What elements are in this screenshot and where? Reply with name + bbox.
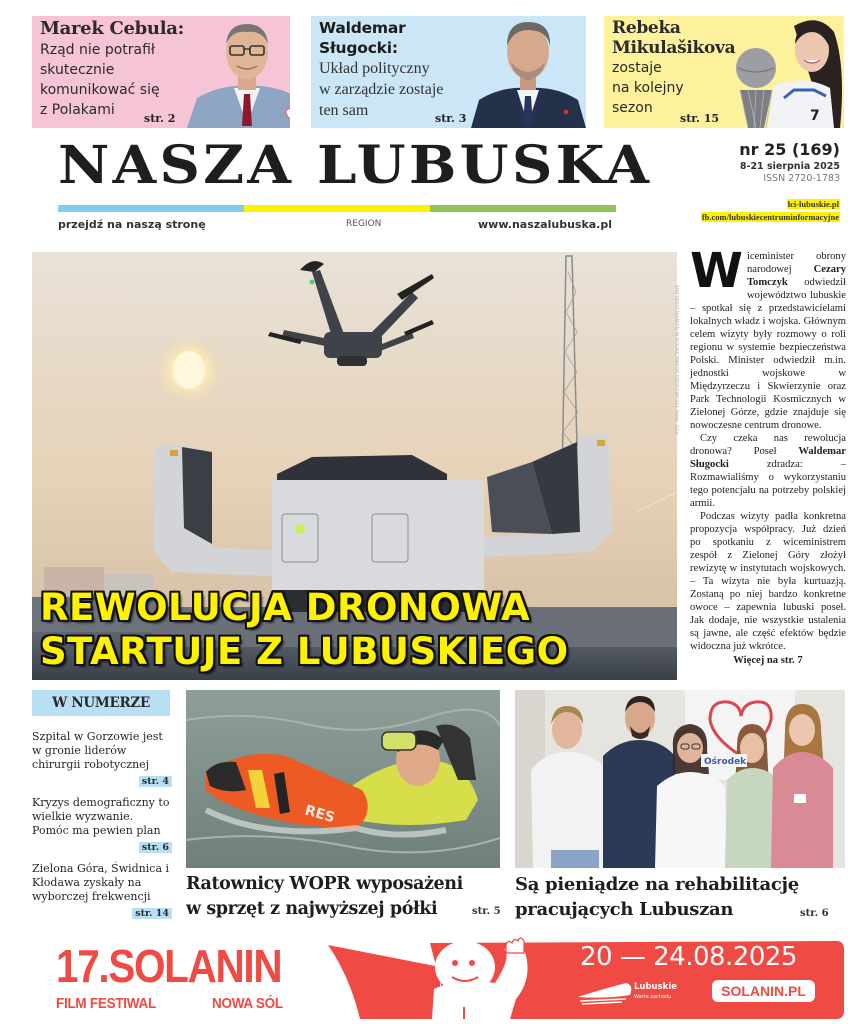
section-label: REGION	[346, 219, 382, 229]
sponsor-name: Lubuskie	[634, 982, 677, 992]
link-facebook[interactable]: fb.com/lubuskiecentruminformacyjne	[701, 212, 839, 222]
medical-staff-photo	[515, 690, 845, 868]
text-run: zdradza: – Rozmawialiśmy o wykorzystaniu tego potencjału na potrzeby polskiej armii.	[690, 459, 846, 509]
color-stripe-blue	[58, 205, 244, 212]
article-paragraph	[690, 432, 846, 510]
in-this-issue-item[interactable]	[32, 796, 172, 856]
color-stripe-yellow	[244, 205, 430, 212]
festival-url-button[interactable]: SOLANIN.PL	[712, 980, 815, 1002]
teaser-line: zostaje	[612, 60, 662, 76]
teaser-line: komunikować się	[40, 82, 160, 98]
festival-title: 17.SOLANIN	[56, 940, 282, 992]
item-title: Szpital w Gorzowie jest w gronie liderów chirurgii robotycznej	[32, 730, 163, 771]
in-this-issue-item[interactable]	[32, 862, 172, 922]
item-title: Kryzys demograficzny to wielkie wyzwanie. Pomóc ma pewien plan	[32, 796, 170, 837]
page-reference: str. 15	[680, 112, 720, 125]
mascot-icon	[432, 938, 528, 1019]
text-run: iceminister obrony narodowej	[746, 251, 846, 275]
teaser-rebeka-mikulasikova[interactable]	[604, 16, 844, 128]
wopr-photo[interactable]	[186, 690, 500, 868]
in-this-issue-item[interactable]	[32, 730, 172, 790]
item-page: str. 14	[132, 908, 172, 919]
teaser-line: w zarządzie zostaje	[319, 81, 444, 98]
page-reference: str. 3	[435, 112, 467, 125]
festival-subtitle: FILM FESTIWAL	[56, 995, 156, 1012]
photo-credit	[676, 254, 686, 434]
page-reference: str. 6	[800, 908, 829, 919]
article-paragraph	[690, 510, 846, 653]
teaser-line: na kolejny	[612, 80, 684, 96]
teaser-name: Mikulašikova	[612, 38, 736, 58]
teaser-line: Układ polityczny	[319, 60, 430, 77]
issue-date: 8-21 sierpnia 2025	[739, 161, 840, 172]
issue-number: nr 25 (169)	[739, 140, 840, 159]
headline-line: REWOLUCJA DRONOWA	[40, 586, 531, 629]
article-paragraph	[690, 243, 846, 432]
lead-photo[interactable]	[32, 252, 677, 680]
teaser-line: ten sam	[319, 102, 369, 119]
dropcap: W	[690, 243, 743, 299]
board-label: RES	[302, 802, 337, 827]
item-page: str. 6	[139, 842, 172, 853]
link-lci[interactable]: lci-lubuskie.pl	[787, 199, 839, 209]
person-name: Cezary Tomczyk	[746, 264, 846, 288]
festival-location: NOWA SÓL	[212, 995, 283, 1012]
story-title-line: w sprzęt z najwyższej półki	[186, 899, 438, 919]
teaser-text	[612, 18, 735, 118]
teaser-name: Rebeka	[612, 18, 681, 38]
masthead-title[interactable]: NASZA LUBUSKA	[58, 135, 653, 196]
lifeguard-photo	[186, 690, 500, 868]
story-title-line: Są pieniądze na rehabilitację	[515, 874, 799, 895]
teaser-name: Sługocki:	[319, 39, 398, 57]
issn: ISSN 2720-1783	[763, 173, 840, 184]
text-run: odwiedził województwo lubuskie – spotkał się z przedstawicielami lokalnych władz i wojska. Głównym celem wizyty były rozmowy o roli regionu w systemie bezpieczeństwa Polski. Minister odwiedził m.in. jednostki wojskowe w Międzyrzeczu i Skwierzynie oraz Park Technologii Kosmicznych w Zielonej Górze, gdzie znajduje się nowoczesne centrum dronowe.	[690, 277, 846, 431]
text-run: Czy czeka nas rewolucja dronowa? Poseł	[690, 433, 846, 457]
rehab-photo[interactable]	[515, 690, 845, 868]
visit-site-label: przejdź na naszą stronę	[58, 218, 206, 231]
story-title-line: pracujących Lubuszan	[515, 899, 734, 920]
teaser-waldemar-slugocki[interactable]	[311, 16, 586, 128]
teaser-line: Rząd nie potrafił	[40, 42, 155, 58]
teaser-text	[319, 18, 443, 121]
sponsor-tagline: Warte zachodu	[634, 994, 672, 1000]
festival-dates: 20 — 24.08.2025	[580, 942, 797, 972]
portrait-rebeka-mikulasikova	[734, 16, 844, 128]
color-stripe-green	[430, 205, 616, 212]
teaser-name: Waldemar	[319, 19, 406, 37]
photo-credit-text: FOT. PARK TECHNOLOGII KOSMICZNYCH W NOWYM KISIELINIE	[676, 284, 681, 434]
lead-headline[interactable]	[40, 586, 569, 674]
continue-reading-link[interactable]: Więcej na str. 7	[733, 655, 803, 666]
person-name: Waldemar Sługocki	[690, 446, 846, 470]
page-reference: str. 2	[144, 112, 176, 125]
item-title: Zielona Góra, Świdnica i Kłodawa zyskały na wyborczej frekwencji	[32, 862, 170, 903]
teaser-name: Marek Cebula:	[40, 18, 184, 39]
story-title-line: Ratownicy WOPR wyposażeni	[186, 874, 463, 894]
item-page: str. 4	[139, 776, 172, 787]
social-links	[701, 198, 840, 224]
in-this-issue-heading: W NUMERZE	[32, 690, 170, 716]
sign-label: Ośrodek	[704, 757, 747, 767]
portrait-marek-cebula	[182, 16, 290, 128]
headline-line: STARTUJE Z LUBUSKIEGO	[40, 630, 569, 673]
story-title-rehab[interactable]	[515, 872, 845, 922]
text-run: Podczas wizyty padła konkretna propozycja współpracy. Już dzień po spotkaniu z wiceministrem zespół z Zielonej Góry złożył rewizytę w instytutach wojskowych. – Ta wizyta nie była kurtuazją. Zostaną po niej bardzo konkretne owoce – zapewnia lubuski poseł. Jak dodaje, nie wszystkie ustalenia są jawne, ale część efektów będzie widoczna już wkrótce.	[690, 511, 846, 652]
svg-text:7: 7	[810, 108, 820, 124]
lead-article	[690, 243, 846, 667]
portrait-waldemar-slugocki	[471, 16, 586, 128]
teaser-line: skutecznie	[40, 62, 115, 78]
teaser-line: sezon	[612, 100, 653, 116]
website-link[interactable]: www.naszalubuska.pl	[478, 218, 613, 231]
teaser-line: z Polakami	[40, 102, 115, 118]
issue-info	[739, 141, 840, 185]
teaser-text	[40, 18, 184, 120]
story-title-wopr[interactable]	[186, 872, 506, 922]
page-reference: str. 5	[472, 906, 501, 917]
teaser-marek-cebula[interactable]	[32, 16, 290, 128]
